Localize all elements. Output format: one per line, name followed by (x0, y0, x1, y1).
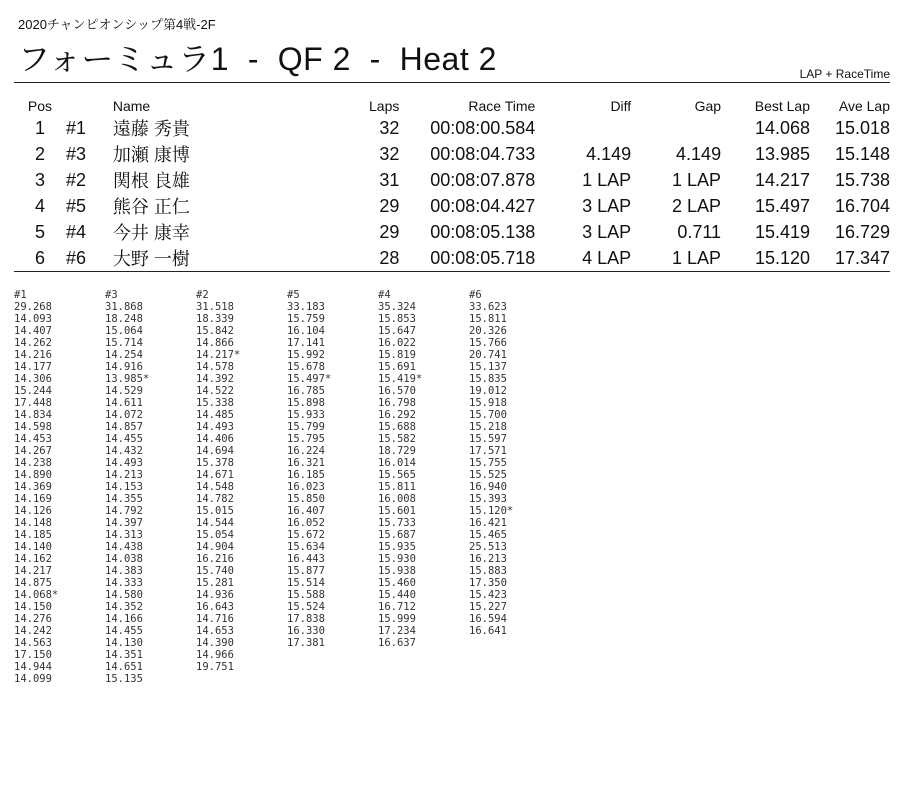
cell-ave-lap: 15.148 (834, 143, 890, 164)
lap-time: 14.390 (196, 637, 234, 649)
report-format-label: LAP + RaceTime (799, 67, 890, 81)
cell-gap (631, 115, 721, 141)
lap-time: 14.432 (105, 445, 143, 457)
cell-name: 加瀬 康博 (112, 145, 190, 165)
lap-time: 15.687 (378, 529, 416, 541)
lap-time: 14.563 (14, 637, 52, 649)
lap-column-header: #3 (105, 289, 118, 301)
lap-time: 17.234 (378, 625, 416, 637)
lap-time: 15.378 (196, 457, 234, 469)
cell-best-lap: 13.985 (754, 143, 810, 164)
lap-time: 15.811 (469, 313, 507, 325)
lap-time: 15.423 (469, 589, 507, 601)
lap-time: 14.966 (196, 649, 234, 661)
lap-time: 15.525 (469, 469, 507, 481)
lap-time: 14.671 (196, 469, 234, 481)
lap-time: 13.985* (105, 373, 150, 385)
cell-best-lap: 15.497 (754, 195, 810, 216)
lap-time: 16.785 (287, 385, 325, 397)
lap-time: 15.460 (378, 577, 416, 589)
lap-column-header: #5 (287, 289, 300, 301)
lap-time: 14.716 (196, 613, 234, 625)
lap-time: 16.213 (469, 553, 507, 565)
lap-time: 14.598 (14, 421, 52, 433)
cell-best-lap: 15.419 (754, 221, 810, 242)
cell-pos: 6 (14, 245, 66, 272)
cell-diff: 4.149 (586, 143, 632, 164)
lap-time: 14.213 (105, 469, 143, 481)
lap-time: 14.936 (196, 589, 234, 601)
cell-diff: 3 LAP (582, 195, 632, 216)
lap-time: 16.023 (287, 481, 325, 493)
lap-time: 15.733 (378, 517, 416, 529)
cell-number: #6 (66, 245, 113, 272)
lap-time: 16.637 (378, 637, 416, 649)
lap-time: 15.597 (469, 433, 507, 445)
lap-time: 14.313 (105, 529, 143, 541)
lap-time: 14.352 (105, 601, 143, 613)
cell-race-time: 00:08:05.718 (405, 245, 535, 272)
lap-time: 15.898 (287, 397, 325, 409)
lap-time: 15.064 (105, 325, 143, 337)
lap-time: 14.099 (14, 673, 52, 685)
lap-time: 33.623 (469, 301, 507, 313)
col-best-lap: Best Lap (754, 98, 810, 114)
lap-time: 14.383 (105, 565, 143, 577)
lap-time: 14.351 (105, 649, 143, 661)
lap-time: 16.008 (378, 493, 416, 505)
cell-best-lap: 14.068 (754, 117, 810, 138)
result-row (14, 193, 890, 219)
lap-time: 14.580 (105, 589, 143, 601)
lap-time: 15.054 (196, 529, 234, 541)
lap-time: 16.330 (287, 625, 325, 637)
col-gap: Gap (694, 98, 722, 114)
cell-pos: 2 (34, 143, 45, 164)
lap-time: 16.022 (378, 337, 416, 349)
lap-time: 14.217* (196, 349, 241, 361)
lap-time: 15.740 (196, 565, 234, 577)
cell-ave-lap: 15.738 (834, 169, 890, 190)
lap-time: 15.244 (14, 385, 52, 397)
cell-ave-lap: 16.704 (834, 195, 890, 216)
lap-time: 14.890 (14, 469, 52, 481)
lap-time: 15.565 (378, 469, 416, 481)
lap-column (378, 289, 468, 649)
lap-time: 15.672 (287, 529, 325, 541)
lap-time: 15.440 (378, 589, 416, 601)
lap-time: 15.938 (378, 565, 416, 577)
lap-column (287, 289, 377, 649)
lap-time: 14.529 (105, 385, 143, 397)
cell-number: #4 (65, 221, 86, 242)
lap-time: 14.140 (14, 541, 52, 553)
lap-time: 14.148 (14, 517, 52, 529)
lap-time: 16.014 (378, 457, 416, 469)
lap-column (469, 289, 559, 637)
lap-time: 17.448 (14, 397, 52, 409)
lap-time: 14.162 (14, 553, 52, 565)
col-name: Name (112, 98, 151, 114)
lap-time: 14.185 (14, 529, 52, 541)
lap-time: 16.594 (469, 613, 507, 625)
lap-time: 15.015 (196, 505, 234, 517)
lap-time: 17.350 (469, 577, 507, 589)
cell-laps: 28 (359, 245, 405, 272)
lap-time: 15.227 (469, 601, 507, 613)
cell-pos: 5 (34, 221, 45, 242)
lap-time: 16.798 (378, 397, 416, 409)
lap-time: 14.522 (196, 385, 234, 397)
cell-pos: 1 (34, 117, 45, 138)
cell-number: #1 (65, 117, 86, 138)
cell-pos: 4 (34, 195, 45, 216)
lap-time: 15.582 (378, 433, 416, 445)
cell-diff: 4 LAP (535, 245, 631, 272)
col-race-time: Race Time (468, 98, 536, 114)
lap-time: 14.153 (105, 481, 143, 493)
lap-time: 14.369 (14, 481, 52, 493)
lap-time: 15.883 (469, 565, 507, 577)
lap-time: 15.465 (469, 529, 507, 541)
lap-time: 16.216 (196, 553, 234, 565)
lap-time: 14.455 (105, 625, 143, 637)
lap-time: 14.944 (14, 661, 52, 673)
cell-number: #3 (65, 143, 86, 164)
lap-time: 15.514 (287, 577, 325, 589)
lap-time: 14.438 (105, 541, 143, 553)
col-laps: Laps (369, 98, 400, 114)
lap-time: 15.688 (378, 421, 416, 433)
lap-time: 14.038 (105, 553, 143, 565)
lap-time: 16.712 (378, 601, 416, 613)
lap-time: 15.999 (378, 613, 416, 625)
lap-time: 15.678 (287, 361, 325, 373)
lap-time: 15.338 (196, 397, 234, 409)
cell-ave-lap: 17.347 (810, 245, 890, 272)
lap-time: 15.918 (469, 397, 507, 409)
lap-time: 17.381 (287, 637, 325, 649)
lap-time: 15.819 (378, 349, 416, 361)
lap-time: 17.838 (287, 613, 325, 625)
lap-time: 15.497* (287, 373, 332, 385)
lap-time: 16.940 (469, 481, 507, 493)
lap-time: 15.850 (287, 493, 325, 505)
cell-diff: 3 LAP (582, 221, 632, 242)
cell-gap: 1 LAP (631, 245, 721, 272)
lap-time: 15.419* (378, 373, 423, 385)
lap-time: 31.868 (105, 301, 143, 313)
cell-race-time: 00:08:05.138 (430, 221, 536, 242)
lap-time: 18.248 (105, 313, 143, 325)
cell-gap: 2 LAP (672, 195, 722, 216)
lap-time: 19.012 (469, 385, 507, 397)
result-row (14, 115, 890, 141)
lap-time: 33.183 (287, 301, 325, 313)
event-name: 2020チャンピオンシップ第4戦-2F (18, 17, 216, 32)
cell-pos: 3 (34, 169, 45, 190)
lap-time: 17.571 (469, 445, 507, 457)
lap-time: 16.224 (287, 445, 325, 457)
lap-time: 14.177 (14, 361, 52, 373)
lap-time: 14.792 (105, 505, 143, 517)
lap-time: 14.916 (105, 361, 143, 373)
cell-laps: 31 (379, 169, 400, 190)
cell-race-time: 00:08:04.427 (430, 195, 536, 216)
lap-time: 15.281 (196, 577, 234, 589)
cell-diff (535, 115, 631, 141)
lap-time: 20.326 (469, 325, 507, 337)
lap-column-header: #4 (378, 289, 391, 301)
lap-time: 15.933 (287, 409, 325, 421)
page-title: フォーミュラ1 - QF 2 - Heat 2 (18, 41, 497, 77)
lap-time: 14.150 (14, 601, 52, 613)
col-pos: Pos (27, 98, 53, 114)
lap-time: 15.714 (105, 337, 143, 349)
col-ave-lap: Ave Lap (838, 98, 890, 114)
lap-time: 14.355 (105, 493, 143, 505)
lap-time: 14.548 (196, 481, 234, 493)
result-row (14, 245, 890, 272)
lap-time: 16.321 (287, 457, 325, 469)
cell-ave-lap: 16.729 (834, 221, 890, 242)
lap-time: 14.904 (196, 541, 234, 553)
lap-time: 14.453 (14, 433, 52, 445)
lap-time: 35.324 (378, 301, 416, 313)
lap-time: 14.544 (196, 517, 234, 529)
lap-time: 16.185 (287, 469, 325, 481)
lap-time: 14.217 (14, 565, 52, 577)
cell-number: #2 (65, 169, 86, 190)
lap-time: 15.588 (287, 589, 325, 601)
lap-time: 15.795 (287, 433, 325, 445)
lap-time: 16.570 (378, 385, 416, 397)
lap-time: 16.643 (196, 601, 234, 613)
lap-time: 14.333 (105, 577, 143, 589)
cell-diff: 1 LAP (582, 169, 632, 190)
lap-time: 14.169 (14, 493, 52, 505)
lap-time: 15.700 (469, 409, 507, 421)
lap-time: 14.397 (105, 517, 143, 529)
lap-time: 14.493 (105, 457, 143, 469)
lap-time: 14.392 (196, 373, 234, 385)
cell-race-time: 00:08:00.584 (430, 117, 536, 138)
lap-time: 14.866 (196, 337, 234, 349)
cell-laps: 32 (379, 143, 400, 164)
cell-name: 遠藤 秀貴 (112, 119, 190, 139)
lap-column (105, 289, 195, 685)
lap-time: 14.126 (14, 505, 52, 517)
lap-time: 14.267 (14, 445, 52, 457)
cell-name: 今井 康幸 (112, 223, 190, 243)
lap-time: 14.276 (14, 613, 52, 625)
cell-name: 関根 良雄 (112, 171, 190, 191)
cell-best-lap: 14.217 (754, 169, 810, 190)
lap-column-header: #2 (196, 289, 209, 301)
lap-column-header: #1 (14, 289, 27, 301)
cell-best-lap: 15.120 (721, 245, 810, 272)
lap-time: 17.150 (14, 649, 52, 661)
lap-time: 14.485 (196, 409, 234, 421)
lap-time: 14.072 (105, 409, 143, 421)
lap-time: 15.647 (378, 325, 416, 337)
lap-time: 15.601 (378, 505, 416, 517)
lap-time: 15.842 (196, 325, 234, 337)
lap-time: 14.611 (105, 397, 143, 409)
lap-time: 15.393 (469, 493, 507, 505)
cell-laps: 29 (379, 221, 400, 242)
cell-gap: 1 LAP (672, 169, 722, 190)
lap-time: 14.093 (14, 313, 52, 325)
lap-time: 20.741 (469, 349, 507, 361)
lap-time: 14.242 (14, 625, 52, 637)
lap-time: 15.691 (378, 361, 416, 373)
lap-time: 14.493 (196, 421, 234, 433)
lap-time: 25.513 (469, 541, 507, 553)
lap-time: 14.651 (105, 661, 143, 673)
lap-time: 14.455 (105, 433, 143, 445)
cell-number: #5 (65, 195, 86, 216)
lap-time: 15.120* (469, 505, 514, 517)
result-row (14, 141, 890, 167)
results-table (14, 97, 890, 272)
lap-time: 14.254 (105, 349, 143, 361)
lap-time: 14.782 (196, 493, 234, 505)
lap-time: 15.135 (105, 673, 143, 685)
lap-time: 14.216 (14, 349, 52, 361)
cell-gap: 4.149 (676, 143, 722, 164)
cell-race-time: 00:08:07.878 (430, 169, 536, 190)
lap-time: 17.141 (287, 337, 325, 349)
col-diff: Diff (610, 98, 632, 114)
lap-time: 15.766 (469, 337, 507, 349)
cell-name: 熊谷 正仁 (112, 197, 190, 217)
lap-time: 15.524 (287, 601, 325, 613)
lap-time: 15.811 (378, 481, 416, 493)
lap-time: 15.759 (287, 313, 325, 325)
lap-time: 16.421 (469, 517, 507, 529)
lap-time: 15.218 (469, 421, 507, 433)
lap-time: 15.634 (287, 541, 325, 553)
lap-column (196, 289, 286, 673)
lap-time: 16.407 (287, 505, 325, 517)
lap-time: 14.306 (14, 373, 52, 385)
col-number (66, 97, 113, 115)
lap-time: 16.104 (287, 325, 325, 337)
lap-time: 14.653 (196, 625, 234, 637)
lap-time: 14.262 (14, 337, 52, 349)
lap-time: 14.857 (105, 421, 143, 433)
lap-time: 19.751 (196, 661, 234, 673)
lap-time: 18.339 (196, 313, 234, 325)
result-row (14, 167, 890, 193)
lap-time: 29.268 (14, 301, 52, 313)
lap-time: 14.834 (14, 409, 52, 421)
cell-laps: 29 (379, 195, 400, 216)
lap-time: 15.755 (469, 457, 507, 469)
lap-time: 16.052 (287, 517, 325, 529)
title-divider (14, 82, 890, 83)
lap-time: 14.130 (105, 637, 143, 649)
lap-time: 14.238 (14, 457, 52, 469)
lap-time: 14.407 (14, 325, 52, 337)
lap-time: 14.166 (105, 613, 143, 625)
result-row (14, 219, 890, 245)
cell-ave-lap: 15.018 (834, 117, 890, 138)
lap-time: 14.694 (196, 445, 234, 457)
lap-time: 15.853 (378, 313, 416, 325)
cell-gap: 0.711 (677, 221, 722, 242)
cell-race-time: 00:08:04.733 (430, 143, 536, 164)
lap-column-header: #6 (469, 289, 482, 301)
lap-time: 16.443 (287, 553, 325, 565)
cell-laps: 32 (379, 117, 400, 138)
lap-time: 15.835 (469, 373, 507, 385)
lap-time: 15.935 (378, 541, 416, 553)
lap-time: 15.137 (469, 361, 507, 373)
lap-time: 15.992 (287, 349, 325, 361)
cell-name: 大野 一樹 (113, 245, 360, 272)
lap-time: 15.930 (378, 553, 416, 565)
lap-time: 16.641 (469, 625, 507, 637)
lap-time: 31.518 (196, 301, 234, 313)
lap-time: 14.406 (196, 433, 234, 445)
results-header-row (14, 97, 890, 115)
lap-time: 18.729 (378, 445, 416, 457)
lap-time: 16.292 (378, 409, 416, 421)
lap-column (14, 289, 104, 685)
lap-time: 14.875 (14, 577, 52, 589)
lap-time: 14.578 (196, 361, 234, 373)
lap-time: 14.068* (14, 589, 59, 601)
lap-time: 15.877 (287, 565, 325, 577)
lap-time: 15.799 (287, 421, 325, 433)
